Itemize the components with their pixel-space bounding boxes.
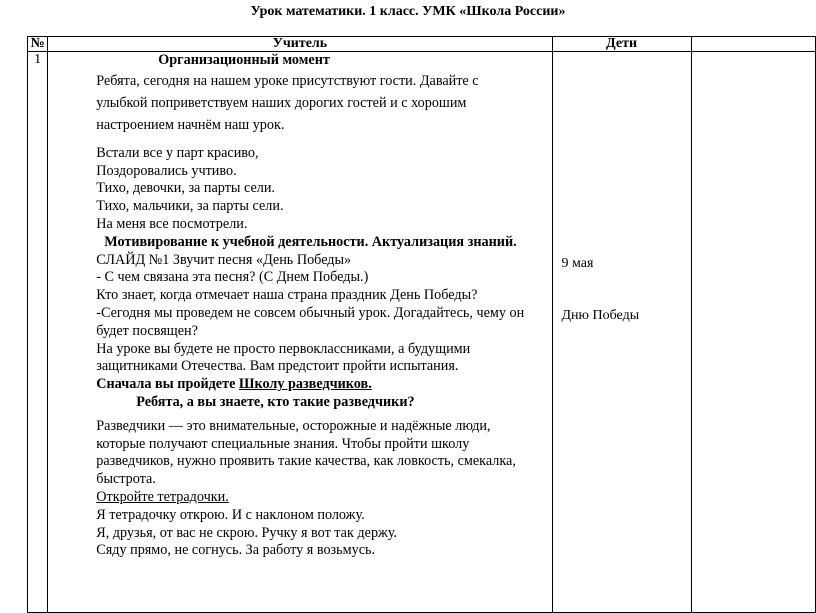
question-2: Кто знает, когда отмечает наша страна праздник День Победы?	[96, 287, 478, 304]
scouts-definition: Разведчики — это внимательные, осторожные и надёжные люди, которые получают специальные знания. Чтобы пройти школу разведчиков, нужно проявить такие качества, как ловкость, смекалка, быстрота.	[96, 417, 516, 488]
header-children: Дети	[552, 37, 691, 52]
scouts-question: Ребята, а вы знаете, кто такие разведчики?	[136, 393, 415, 410]
poem-line: Сяду прямо, не согнусь. За работу я возьмусь.	[96, 542, 376, 559]
poem-line: Тихо, мальчики, за парты сели.	[96, 198, 284, 215]
empty-cell	[691, 52, 815, 613]
question-3: -Сегодня мы проведем не совсем обычный урок. Догадайтесь, чему он будет посвящен?	[96, 304, 525, 339]
poem-line: Тихо, девочки, за парты сели.	[96, 180, 275, 197]
question-4: На уроке вы будете не просто первоклассниками, а будущими защитниками Отечества. Вам предстоит пройти испытания.	[96, 340, 471, 375]
heading-motivation: Мотивирование к учебной деятельности. Актуализация знаний.	[104, 233, 517, 250]
row-number: 1	[28, 52, 48, 613]
teacher-cell	[48, 52, 552, 613]
slide-text: СЛАЙД №1 Звучит песня «День Победы»	[96, 251, 352, 268]
open-notebooks: Откройте тетрадочки.	[96, 488, 229, 505]
header-num: №	[28, 37, 48, 52]
header-empty	[691, 37, 815, 52]
child-answer-1: 9 мая	[561, 256, 594, 271]
poem-line: Я, друзья, от вас не скрою. Ручку я вот так держу.	[96, 524, 398, 541]
lesson-table	[27, 36, 816, 613]
school-sentence: Сначала вы пройдете Школу разведчиков.	[96, 376, 372, 393]
poem-line: Поздоровались учтиво.	[96, 162, 237, 179]
document-title: Урок математики. 1 класс. УМК «Школа России»	[250, 4, 566, 19]
poem-line: На меня все посмотрели.	[96, 215, 248, 232]
table-row	[28, 52, 816, 613]
poem-line: Я тетрадочку открою. И с наклоном положу.	[96, 506, 365, 523]
school-link: Школу разведчиков.	[238, 376, 372, 393]
poem-1	[96, 145, 551, 234]
table-header-row	[28, 37, 816, 52]
header-teacher: Учитель	[48, 37, 552, 52]
heading-org: Организационный момент	[158, 52, 330, 68]
poem-line: Встали все у парт красиво,	[96, 144, 259, 161]
children-cell	[552, 52, 691, 613]
intro-text: Ребята, сегодня на нашем уроке присутствуют гости. Давайте с улыбкой поприветствуем наших дорогих гостей и с хорошим настроением начнём наш урок.	[96, 72, 479, 133]
child-answer-2: Дню Победы	[561, 308, 640, 323]
question-1: - С чем связана эта песня? (С Днем Победы.)	[96, 269, 369, 286]
